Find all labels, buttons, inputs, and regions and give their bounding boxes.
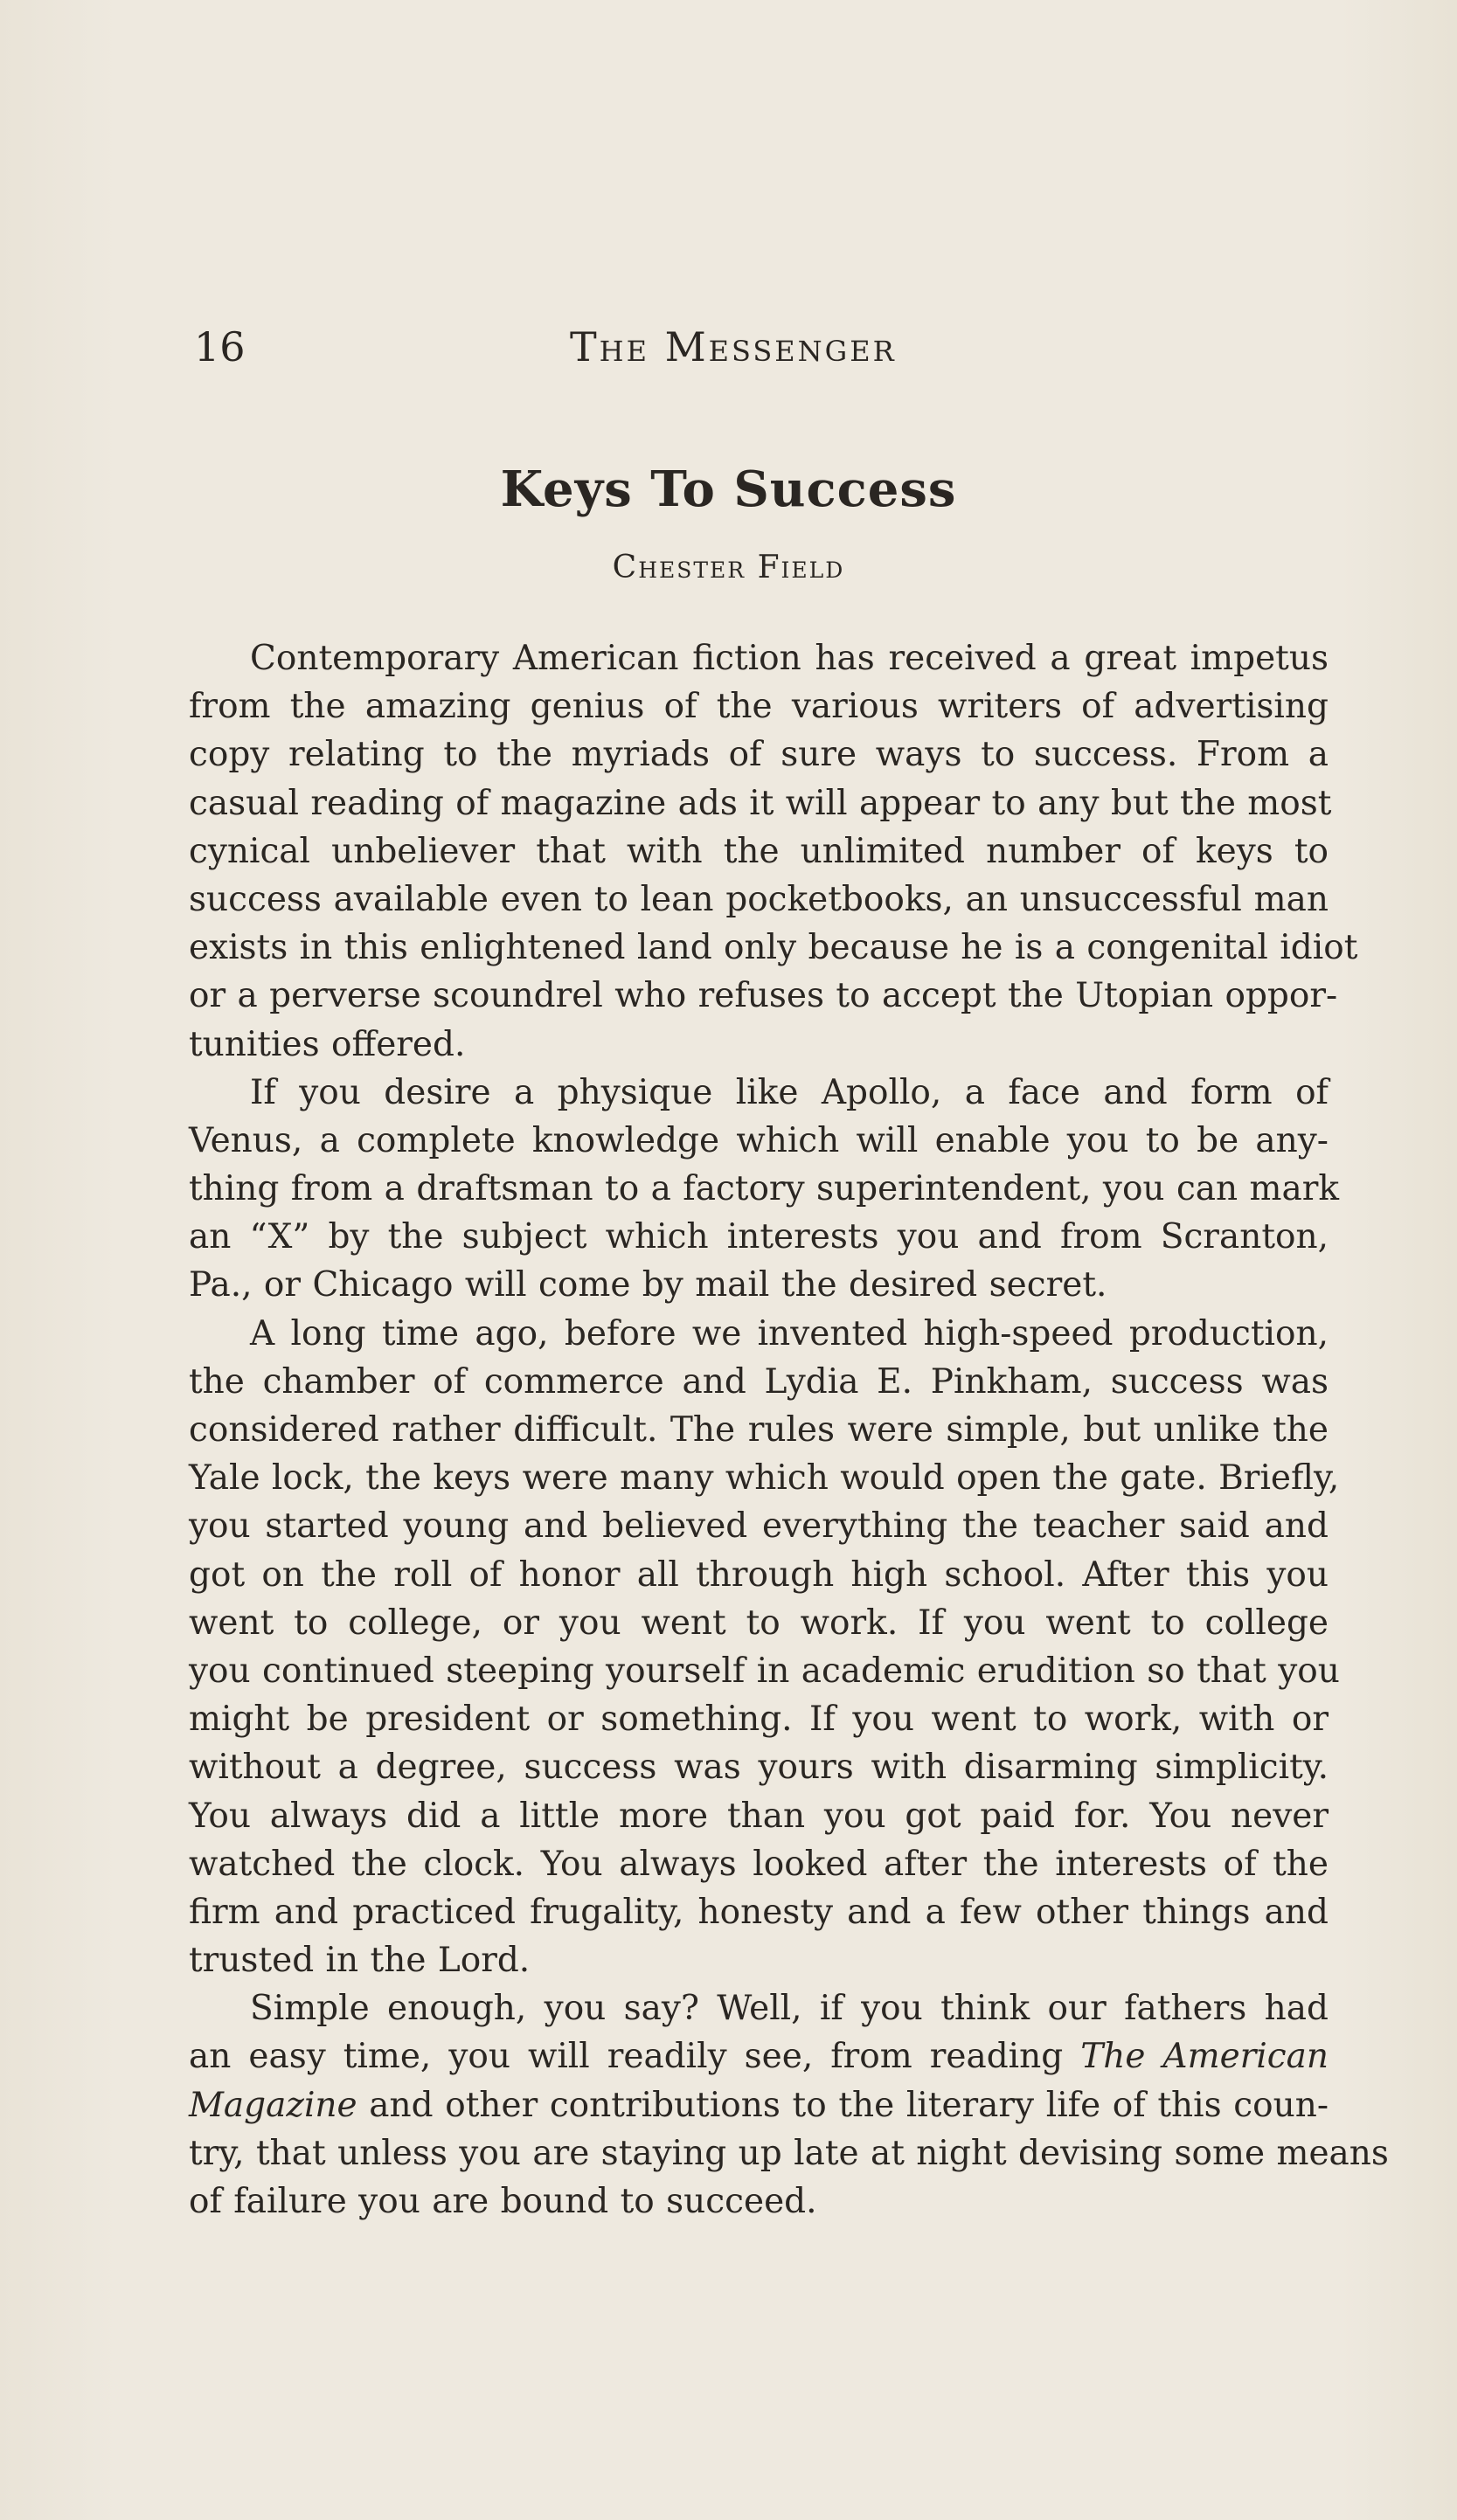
magazine-title-part: The American [1080,2037,1329,2077]
text-line: from the amazing genius of the various writers of advertising [189,687,1329,727]
text-line: copy relating to the myriads of sure ways to success. From a [189,735,1329,775]
text-line: thing from a draftsman to a factory superintendent, you can mark [189,1169,1340,1209]
text-line: try, that unless you are staying up late at night devising some means [189,2133,1389,2173]
magazine-title-part: Magazine [189,2085,357,2125]
article-title: Keys To Success [500,460,957,518]
text-line: or a perverse scoundrel who refuses to accept the Utopian oppor- [189,976,1338,1016]
text-line [189,2032,1329,2080]
text-line: considered rather difficult. The rules were simple, but unlike the [189,1410,1329,1450]
text-line: casual reading of magazine ads it will appear to any but the most [189,783,1332,823]
text-line: Venus, a complete knowledge which will enable you to be any- [189,1120,1329,1160]
text-line: you started young and believed everything the teacher said and [189,1506,1329,1547]
text-line: you continued steeping yourself in academic erudition so that you [189,1651,1340,1691]
text-line: You always did a little more than you got paid for. You never [189,1796,1329,1836]
text-line: tunities offered. [189,1024,466,1064]
text-line: Simple enough, you say? Well, if you think our fathers had [250,1989,1329,2029]
text-line: the chamber of commerce and Lydia E. Pinkham, success was [189,1361,1329,1402]
text-line: Contemporary American fiction has received a great impetus [250,639,1329,678]
page-number: 16 [194,323,246,370]
article-body [189,634,1389,2226]
text-line: Pa., or Chicago will come by mail the desired secret. [189,1265,1107,1305]
journal-title: The Messenger [570,323,897,370]
text-line: of failure you are bound to succeed. [189,2182,817,2221]
running-head [194,316,1330,377]
text-line: If you desire a physique like Apollo, a face and form of [250,1072,1329,1112]
text-line: success available even to lean pocketbooks, an unsuccessful man [189,879,1329,919]
text-run: and other contributions to the literary life of this coun- [357,2085,1329,2125]
text-line: got on the roll of honor all through high school. After this you [189,1554,1329,1595]
article-author: Chester Field [612,550,845,585]
text-line: without a degree, success was yours with disarming simplicity. [189,1748,1329,1788]
text-line: watched the clock. You always looked after the interests of the [189,1844,1329,1884]
text-line: went to college, or you went to work. If you went to college [189,1603,1329,1643]
text-line: A long time ago, before we invented high-speed production, [250,1313,1329,1353]
text-line [189,2081,1329,2129]
text-line: Yale lock, the keys were many which would open the gate. Briefly, [189,1458,1340,1499]
text-line: cynical unbeliever that with the unlimited number of keys to [189,831,1329,871]
text-line: might be president or something. If you went to work, with or [189,1700,1329,1740]
text-line: exists in this enlightened land only because he is a congenital idiot [189,928,1358,968]
text-line: firm and practiced frugality, honesty and a few other things and [189,1892,1329,1932]
text-run: an easy time, you will readily see, from reading [189,2037,1081,2077]
text-line: trusted in the Lord. [189,1941,531,1981]
text-line: an “X” by the subject which interests you and from Scranton, [189,1217,1329,1257]
